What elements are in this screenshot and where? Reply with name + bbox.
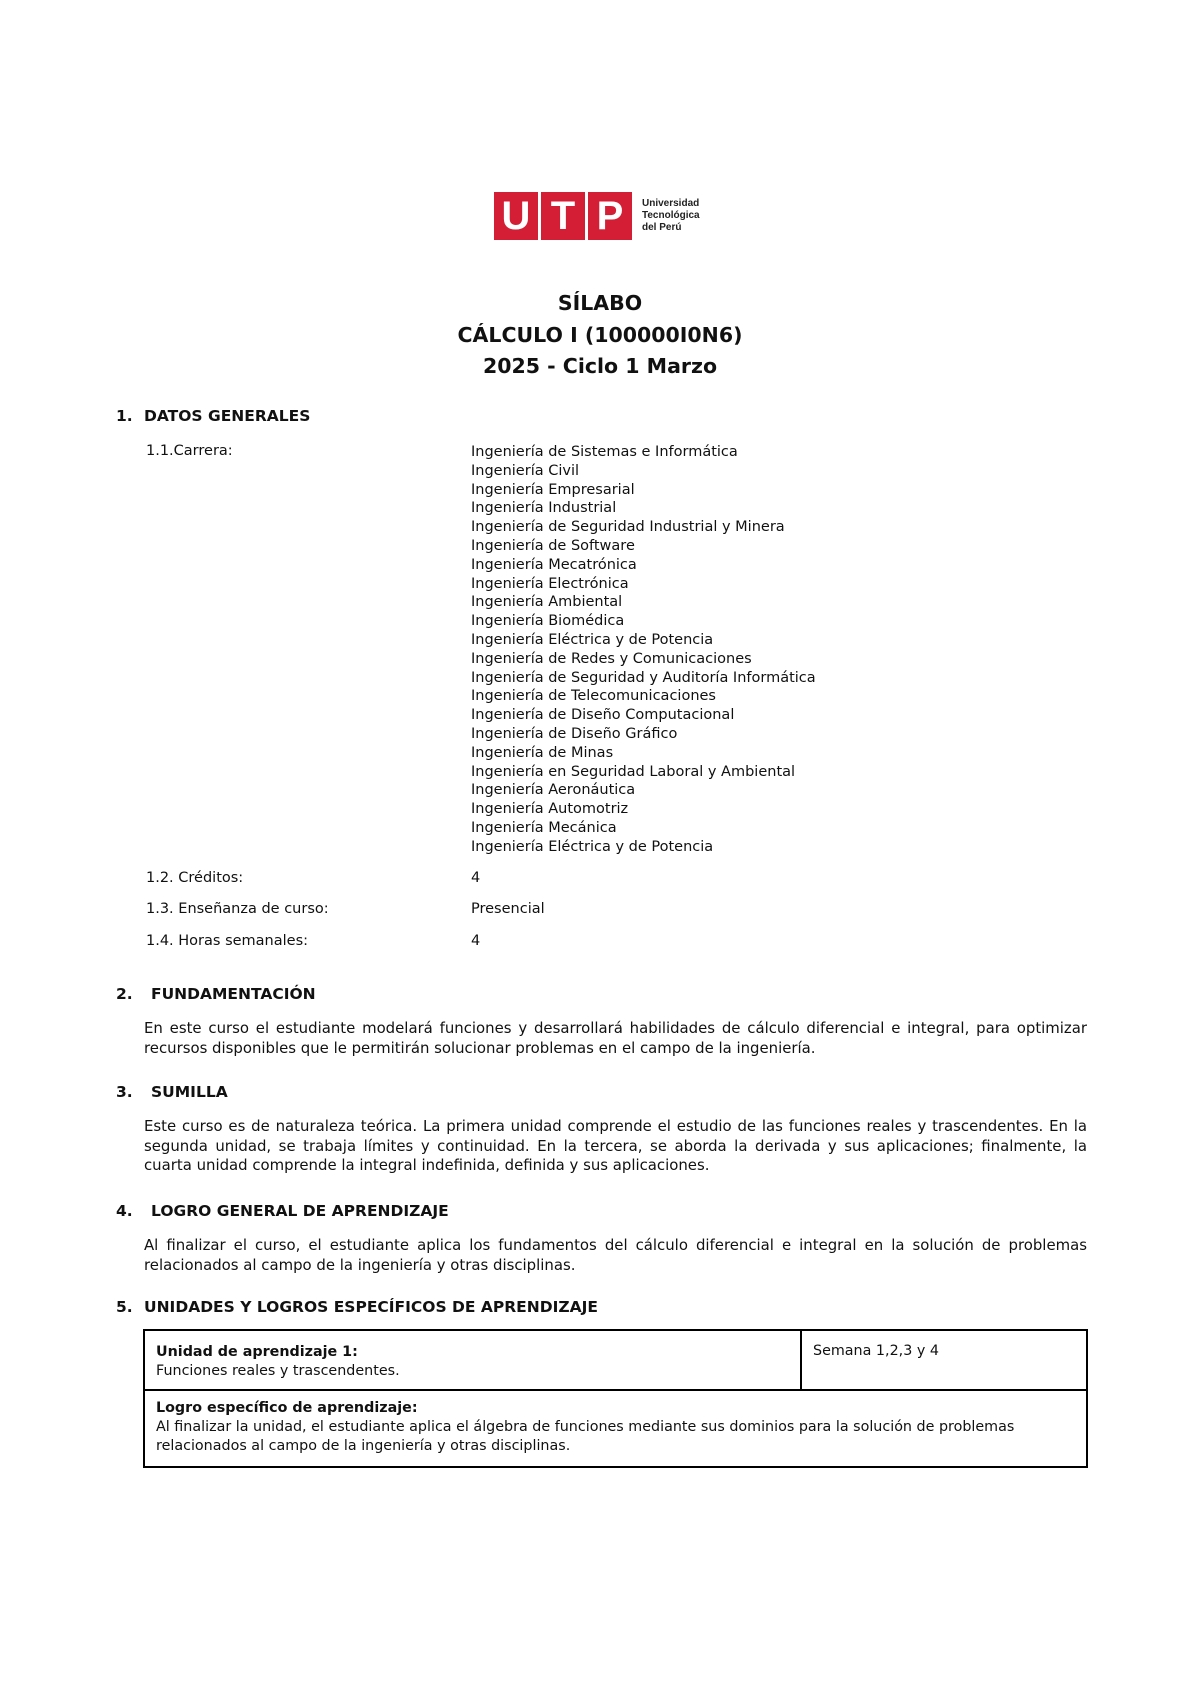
carrera-item: Ingeniería de Telecomunicaciones — [471, 688, 716, 705]
carrera-item: Ingeniería de Software — [471, 537, 635, 554]
carrera-label: 1.1.Carrera: — [146, 443, 233, 459]
carrera-item: Ingeniería Civil — [471, 462, 580, 479]
logo-text-line: Tecnológica — [642, 210, 700, 221]
sumilla-text: Este curso es de naturaleza teórica. La primera unidad comprende el estudio de las funciones reales y trascendentes. En la segunda unidad, se trabaja límites y continuidad. En la tercera, se aborda la derivada y sus aplicaciones; finalmente, la cuarta unidad comprende la integral indefinida, definida y sus aplicaciones. — [144, 1117, 1087, 1174]
carrera-item: Ingeniería Electrónica — [471, 575, 629, 592]
title-silabo: SÍLABO — [557, 291, 643, 315]
title-course: CÁLCULO I (100000I0N6) — [457, 322, 743, 347]
unit-1-weeks: Semana 1,2,3 y 4 — [813, 1343, 939, 1359]
carrera-item: Ingeniería Industrial — [471, 500, 617, 517]
carrera-item: Ingeniería Biomédica — [471, 613, 625, 630]
logo-letter-u: U — [494, 192, 538, 240]
unit-1-logro-text: Al finalizar la unidad, el estudiante aplica el álgebra de funciones mediante sus dominios para la solución de problemas relacionados al campo de la ingeniería y otras disciplinas. — [156, 1419, 1015, 1454]
unit-1-label: Unidad de aprendizaje 1: — [156, 1344, 358, 1360]
unit-1-name-cell — [145, 1331, 802, 1389]
section-2-title: FUNDAMENTACIÓN — [151, 985, 316, 1003]
carrera-item: Ingeniería de Diseño Computacional — [471, 707, 735, 724]
horas-value: 4 — [471, 933, 481, 949]
carrera-item: Ingeniería Aeronáutica — [471, 782, 636, 799]
section-5-number: 5. — [116, 1298, 133, 1316]
unit-1-table — [143, 1329, 1088, 1468]
carrera-item: Ingeniería de Sistemas e Informática — [471, 444, 738, 460]
unit-1-logro-cell — [145, 1391, 1086, 1456]
carrera-item: Ingeniería Automotriz — [471, 801, 629, 818]
logo-university-name — [642, 198, 722, 234]
section-1-number: 1. — [116, 407, 133, 425]
unit-1-logro-label: Logro específico de aprendizaje: — [156, 1400, 418, 1416]
carrera-item: Ingeniería de Diseño Gráfico — [471, 725, 678, 742]
carrera-item: Ingeniería Mecatrónica — [471, 556, 637, 573]
unit-1-header-row — [145, 1331, 1086, 1391]
logro-general-text: Al finalizar el curso, el estudiante aplica los fundamentos del cálculo diferencial e integral en la solución de problemas relacionados al campo de la ingeniería y otras disciplinas. — [144, 1236, 1087, 1274]
carrera-item: Ingeniería de Seguridad y Auditoría Informática — [471, 669, 816, 686]
creditos-value: 4 — [471, 870, 481, 886]
ensenanza-label: 1.3. Enseñanza de curso: — [146, 901, 329, 917]
logo-text-line: del Perú — [642, 222, 682, 233]
carrera-item: Ingeniería Empresarial — [471, 481, 635, 498]
section-5-title: UNIDADES Y LOGROS ESPECÍFICOS DE APRENDIZAJE — [144, 1298, 598, 1316]
ensenanza-value: Presencial — [471, 901, 545, 917]
carrera-list — [471, 443, 816, 857]
logo-letter-t: T — [541, 192, 585, 240]
carrera-item: Ingeniería de Redes y Comunicaciones — [471, 650, 752, 667]
section-1-title: DATOS GENERALES — [144, 407, 311, 425]
fundamentacion-text: En este curso el estudiante modelará funciones y desarrollará habilidades de cálculo diferencial e integral, para optimizar recursos disponibles que le permitirán solucionar problemas en el campo de la ingeniería. — [144, 1019, 1087, 1057]
logo-text-line: Universidad — [642, 198, 700, 209]
carrera-item: Ingeniería Mecánica — [471, 819, 617, 836]
section-3-number: 3. — [116, 1083, 133, 1101]
logo-letters — [494, 192, 632, 240]
title-period: 2025 - Ciclo 1 Marzo — [482, 354, 718, 378]
section-3-title: SUMILLA — [151, 1083, 228, 1101]
section-2-number: 2. — [116, 985, 133, 1003]
utp-logo — [494, 192, 722, 240]
carrera-item: Ingeniería en Seguridad Laboral y Ambiental — [471, 763, 796, 780]
horas-label: 1.4. Horas semanales: — [146, 933, 309, 949]
carrera-item: Ingeniería Eléctrica y de Potencia — [471, 631, 714, 648]
carrera-item: Ingeniería Eléctrica y de Potencia — [471, 838, 714, 855]
section-4-title: LOGRO GENERAL DE APRENDIZAJE — [151, 1202, 449, 1220]
carrera-item: Ingeniería de Seguridad Industrial y Minera — [471, 519, 785, 536]
logo-letter-p: P — [588, 192, 632, 240]
document-title — [0, 288, 1200, 383]
creditos-label: 1.2. Créditos: — [146, 870, 244, 886]
carrera-item: Ingeniería Ambiental — [471, 594, 623, 611]
carrera-item: Ingeniería de Minas — [471, 744, 614, 761]
section-4-number: 4. — [116, 1202, 133, 1220]
unit-1-name: Funciones reales y trascendentes. — [156, 1363, 400, 1379]
